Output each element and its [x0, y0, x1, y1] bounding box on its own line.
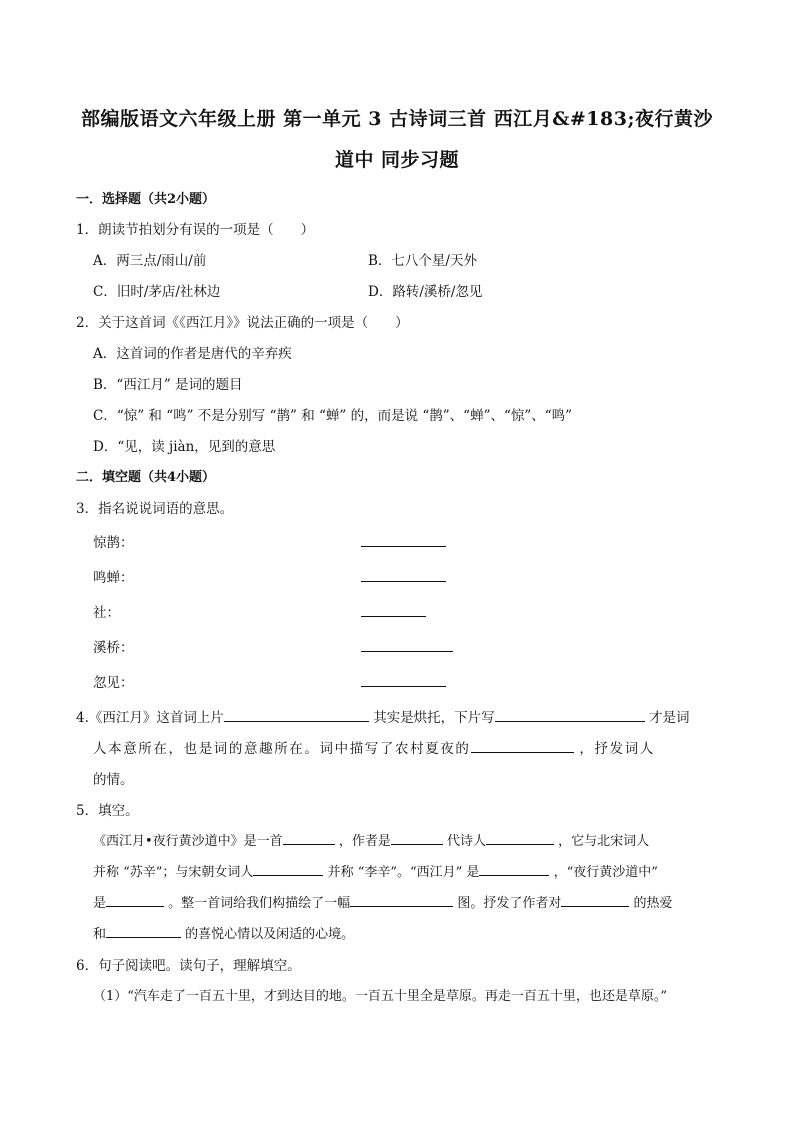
q6-stem: 6．句子阅读吧。读句子，理解填空。: [76, 958, 301, 974]
q5-line3: [93, 892, 672, 911]
q5-text-1d: ，它与北宋词人: [558, 834, 650, 849]
q2-option-b: B．“西江月” 是词的题目: [93, 377, 243, 393]
q5-text-3c: 图。抒发了作者对: [457, 896, 562, 911]
q3-blank-2: [361, 580, 446, 582]
q3-word-2: 鸣蝉：: [93, 570, 134, 586]
q5-stem: 5．填空。: [76, 803, 139, 819]
q5-text-4a: 和: [93, 927, 107, 942]
q4-text-1a: 4.《西江月》这首词上片: [76, 710, 224, 726]
q5-blank-8: [561, 892, 629, 907]
q3-word-4: 溪桥：: [93, 640, 134, 656]
q5-text-3d: 的热爱: [633, 896, 673, 911]
q4-blank-3: [471, 738, 574, 753]
q4-text-1c: 才是词: [648, 710, 690, 726]
q5-blank-1: [283, 830, 335, 845]
q5-text-1c: 代诗人: [446, 834, 486, 849]
q6-sub1: （1）“汽车走了一百五十里，才到达目的地。一百五十里全是草原。再走一百五十里，也还是草原。”: [93, 989, 668, 1004]
q1-option-a: A．两三点/雨山/前: [93, 253, 207, 269]
q5-line1: [93, 830, 649, 849]
q5-text-2b: 并称 “李辛”。“西江月” 是: [327, 865, 480, 880]
q4-text-1b: 其实是烘托，下片写: [373, 710, 495, 726]
q3-word-5: 忽见：: [93, 675, 134, 691]
q5-text-3a: 是: [93, 896, 107, 911]
q4-text-2a: 人本意所在，也是词的意趣所在。词中描写了农村夏夜的: [93, 741, 471, 757]
q1-option-d: D．路转/溪桥/忽见: [368, 284, 483, 300]
q4-text-2b: ，抒发词人: [579, 741, 655, 757]
q2-option-c: C．“惊” 和 “鸣” 不是分别写 “鹊” 和 “蝉” 的，而是说 “鹊”、“蝉”、“惊”、“鸣”: [93, 408, 573, 424]
q3-blank-1: [361, 545, 446, 547]
q3-blank-5: [361, 685, 446, 687]
q1-option-b: B．七八个星/天外: [368, 253, 477, 269]
section2-heading: 二．填空题（共4小题）: [76, 470, 216, 485]
q3-stem: 3．指名说说词语的意思。: [76, 501, 234, 517]
q1-option-c: C．旧时/茅店/社林边: [93, 284, 221, 300]
q3-word-3: 社：: [93, 605, 120, 621]
q4-line2: [93, 737, 655, 757]
section1-heading: 一．选择题（共2小题）: [76, 192, 216, 207]
q5-blank-2: [391, 830, 443, 845]
q5-line2: [93, 861, 658, 880]
q3-blank-4: [361, 650, 453, 652]
q4-line1: [76, 706, 689, 726]
q5-text-2c: ，“夜行黄沙道中”: [553, 865, 658, 880]
q2-stem: 2．关于这首词《《西江月》》说法正确的一项是（ ）: [76, 315, 409, 331]
page-title-line2: 道中 同步习题: [334, 149, 460, 171]
q5-text-1b: ，作者是: [338, 834, 391, 849]
q5-blank-5: [479, 861, 549, 876]
q4-text-3: 的情。: [93, 772, 134, 788]
page-title-line1: 部编版语文六年级上册 第一单元 3 古诗词三首 西江月&#183;夜行黄沙: [81, 108, 713, 130]
q3-blank-3: [361, 615, 426, 617]
q5-blank-7: [350, 892, 453, 907]
q5-line4: [93, 923, 354, 942]
q4-blank-2: [495, 707, 645, 722]
q1-stem: 1．朗读节拍划分有误的一项是（ ）: [76, 222, 315, 238]
q5-blank-4: [253, 861, 323, 876]
q5-blank-9: [106, 923, 181, 938]
q5-text-1a: 《西江月•夜行黄沙道中》是一首: [93, 834, 283, 849]
q2-option-a: A．这首词的作者是唐代的辛弃疾: [93, 346, 292, 362]
q3-word-1: 惊鹊：: [93, 535, 134, 551]
q5-text-4b: 的喜悦心情以及闲适的心境。: [185, 927, 355, 942]
q5-blank-6: [106, 892, 164, 907]
q5-blank-3: [486, 830, 554, 845]
q5-text-2a: 并称 “苏辛”；与宋朝女词人: [93, 865, 254, 880]
q4-blank-1: [224, 707, 369, 722]
q2-option-d: D．“见，读 jiàn，见到的意思: [93, 439, 276, 455]
q5-text-3b: 。整一首词给我们构描绘了一幅: [168, 896, 351, 911]
